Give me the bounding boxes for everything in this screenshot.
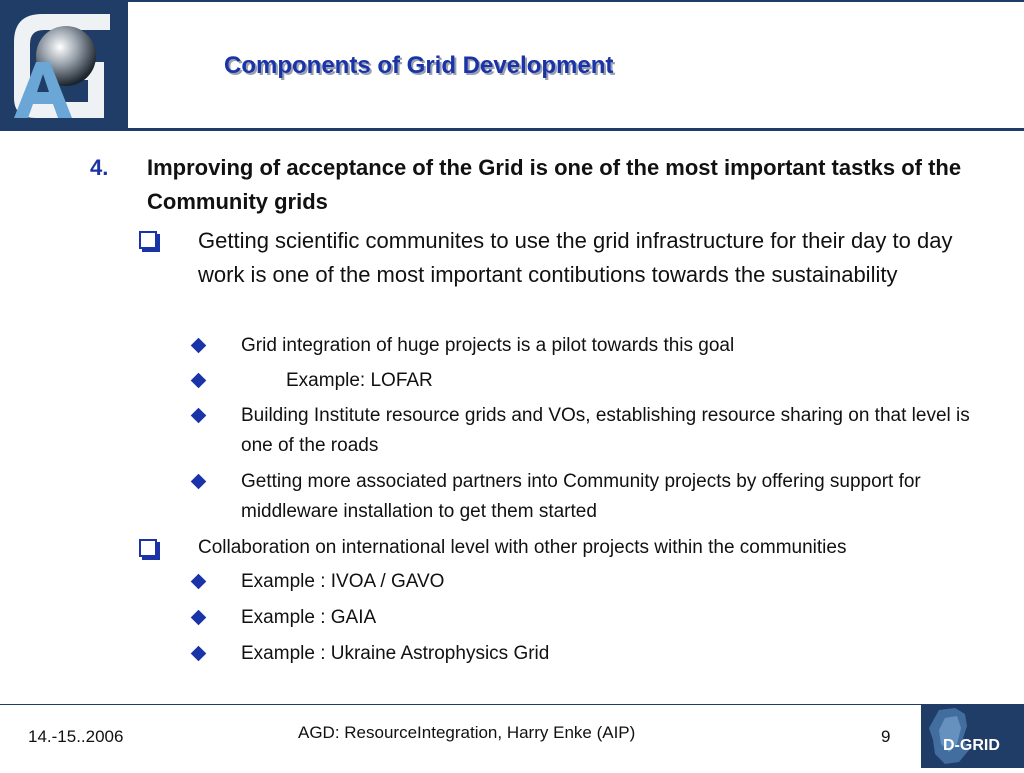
diamond-bullet-icon (191, 408, 207, 424)
ag-logo-icon (0, 0, 128, 128)
dgrid-logo-icon (921, 704, 1024, 768)
point-text: Example: LOFAR (286, 370, 433, 391)
point-text: Example : Ukraine Astrophysics Grid (241, 643, 550, 664)
item-heading: Improving of acceptance of the Grid is one of the most important tastks of the Community grids (147, 155, 962, 214)
diamond-bullet-icon (191, 646, 207, 662)
footer-presentation-info: AGD: ResourceIntegration, Harry Enke (AIP) (298, 723, 636, 742)
diamond-bullet-icon (191, 373, 207, 389)
dgrid-logo (921, 704, 1024, 768)
point-text: Example : IVOA / GAVO (241, 571, 445, 592)
point-text: Example : GAIA (241, 607, 377, 628)
point-text: Grid integration of huge projects is a pilot towards this goal (241, 335, 735, 356)
header-top-rule (128, 0, 1024, 2)
footer-date: 14.-15..2006 (28, 727, 124, 746)
svg-text:D-GRID: D-GRID (943, 737, 1000, 754)
hollow-square-bullet-icon (139, 231, 157, 249)
footer-rule (0, 704, 1024, 705)
diamond-bullet-icon (191, 474, 207, 490)
item-number: 4. (90, 155, 109, 180)
hollow-square-bullet-icon (139, 539, 157, 557)
diamond-bullet-icon (191, 574, 207, 590)
diamond-bullet-icon (191, 610, 207, 626)
page-number: 9 (881, 727, 891, 746)
point-text: Getting more associated partners into Community projects by offering support for middleware installation to get them started (241, 471, 921, 522)
sub-item-text: Collaboration on international level with other projects within the communities (198, 537, 847, 558)
sub-item-text: Getting scientific communites to use the grid infrastructure for their day to day work is one of the most important contibutions towards the sustainability (198, 228, 953, 287)
point-text: Building Institute resource grids and VOs, establishing resource sharing on that level is one of the roads (241, 405, 970, 456)
ag-logo (0, 0, 128, 128)
slide-title: Components of Grid Development (224, 52, 614, 79)
diamond-bullet-icon (191, 338, 207, 354)
header-rule (0, 128, 1024, 131)
